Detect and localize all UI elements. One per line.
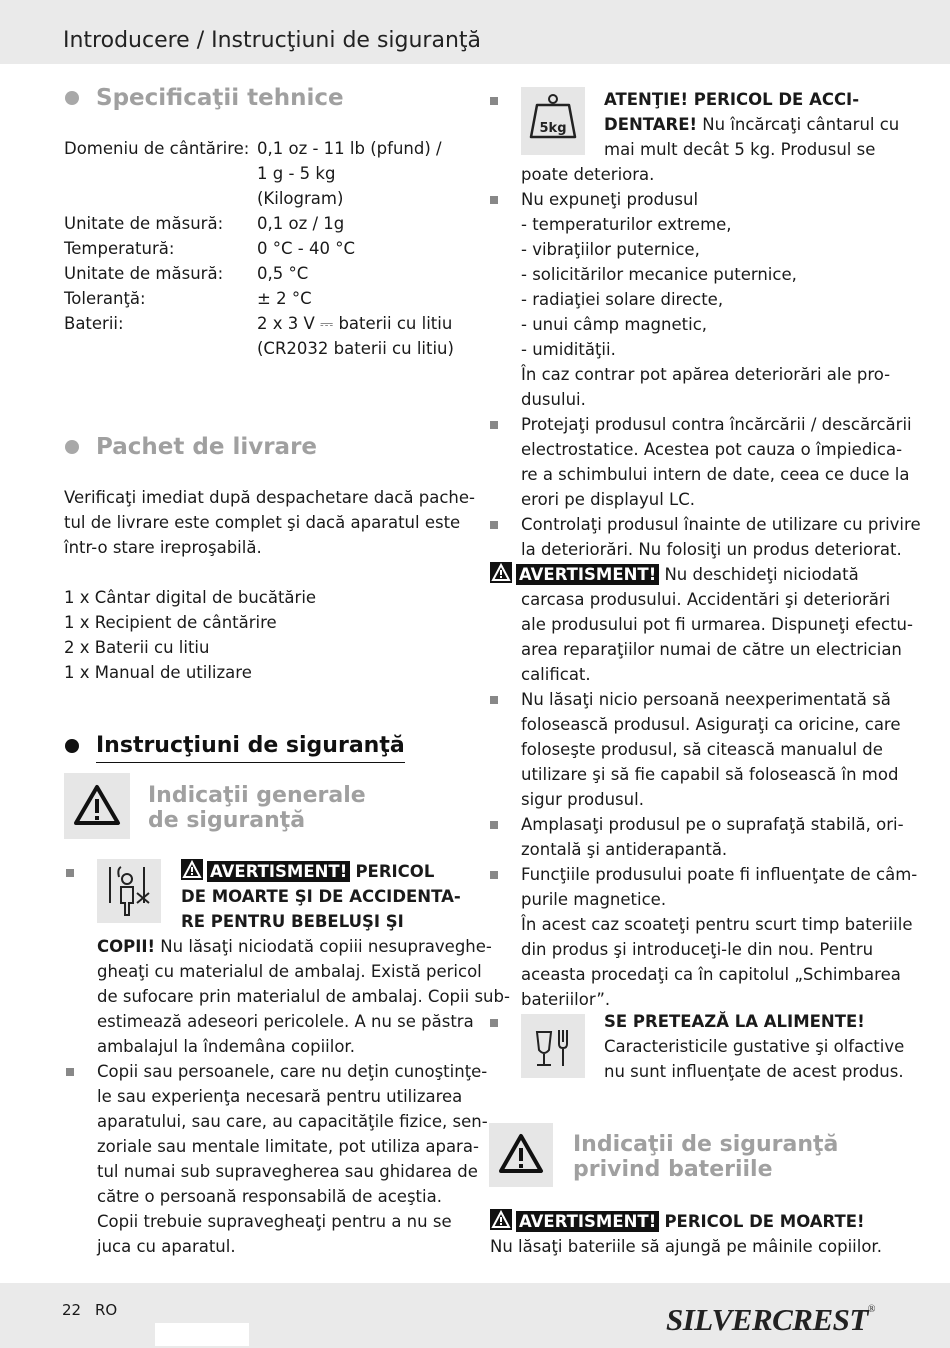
open-warning-line: area reparaţiilor numai de către un electrician [521,640,902,659]
language-code: RO [95,1301,118,1319]
warning-triangle-icon [489,1123,553,1187]
spec-row [64,186,464,211]
list-bullet [66,1068,74,1076]
expose-line: - temperaturilor extreme, [521,215,732,234]
warning-lead: COPII! [97,937,156,956]
warning-triangle-icon [490,1209,512,1230]
brand-name: SILVERCREST [666,1302,868,1337]
package-item: 1 x Recipient de cântărire [64,613,277,632]
spec-value: 0,1 oz - 11 lb (pfund) / [257,139,442,158]
load-warning-line [604,112,899,137]
inexperienced-line: foloseşte produsul, să citească manualul de [521,740,883,759]
list-bullet [490,871,498,879]
open-warning-line: carcasa produsului. Accidentări şi deteriorări [521,590,891,609]
food-safe-icon [521,1014,585,1078]
battery-safety-heading-line: privind bateriile [573,1157,773,1182]
electro-line: erori pe displayul LC. [521,490,695,509]
spec-row [64,161,464,186]
list-bullet [490,196,498,204]
spec-label: Temperatură: [64,239,175,258]
warning-label: AVERTISMENT! [516,564,659,585]
battery-warning-heading: PERICOL DE MOARTE! [664,1212,865,1231]
expose-line: - vibraţiilor puternice, [521,240,700,259]
spec-value: 2 x 3 V ⎓ baterii cu litiu [257,314,453,333]
spec-value: 0,1 oz / 1g [257,214,345,233]
load-warning-heading: DENTARE! [604,115,698,134]
registered-mark: ® [867,1304,875,1315]
children-warning-line: ambalajul la îndemâna copiilor. [97,1037,355,1056]
load-warning-heading: ATENŢIE! PERICOL DE ACCI- [604,90,860,109]
warning-label: AVERTISMENT! [207,861,350,882]
food-heading: SE PRETEAZĂ LA ALIMENTE! [604,1012,865,1031]
package-item: 1 x Cântar digital de bucătărie [64,588,317,607]
general-safety-heading-line: Indicaţii generale [148,783,366,808]
page-number: 22 [62,1301,82,1319]
spec-row [64,261,464,286]
warning-heading: RE PENTRU BEBELUŞI ŞI [181,912,404,931]
spec-value: (Kilogram) [257,189,344,208]
list-bullet [490,521,498,529]
spec-row [64,286,464,311]
persons-line: zoriale sau mentale limitate, pot utiliza apara- [97,1137,479,1156]
load-warning-text: Nu încărcaţi cântarul cu [697,115,900,134]
inexperienced-line: Nu lăsaţi nicio persoană neexperimentată să [521,690,891,709]
battery-warning-text: Nu lăsaţi bateriile să ajungă pe mâinile copiilor. [490,1237,882,1256]
expose-line: - unui câmp magnetic, [521,315,708,334]
magnetic-line: În acest caz scoateţi pentru scurt timp bateriile [521,915,913,934]
check-line: la deteriorări. Nu folosiţi un produs deteriorat. [521,540,902,559]
silvercrest-logo [666,1292,875,1338]
expose-line: Nu expuneţi produsul [521,190,699,209]
persons-line: Copii sau persoanele, care nu deţin cunoştinţe- [97,1062,488,1081]
spec-row [64,311,464,336]
placement-line: zontală şi antiderapantă. [521,840,728,859]
footer-strip [155,1323,249,1346]
expose-line: În caz contrar pot apărea deteriorări ale pro- [521,365,891,384]
inexperienced-line: sigur produsul. [521,790,644,809]
magnetic-line: Funcţiile produsului poate fi influenţate de câm- [521,865,918,884]
inexperienced-line: folosească produsul. Asiguraţi ca oricine, care [521,715,901,734]
load-warning-line: mai mult decât 5 kg. Produsul se [604,140,876,159]
expose-line: - radiaţiei solare directe, [521,290,724,309]
persons-line: le sau experienţa necesară pentru utilizarea [97,1087,463,1106]
page-title: Introducere / Instrucţiuni de siguranţă [63,28,481,53]
list-bullet [490,97,498,105]
package-intro-line: Verificaţi imediat după despachetare dacă pache- [64,488,475,507]
expose-line: - umidităţii. [521,340,616,359]
food-line: nu sunt influenţate de acest produs. [604,1062,904,1081]
placement-line: Amplasaţi produsul pe o suprafaţă stabilă, ori- [521,815,904,834]
list-bullet [490,821,498,829]
package-heading: Pachet de livrare [96,434,318,460]
list-bullet [66,869,74,877]
persons-line: către o persoană responsabilă de aceştia. [97,1187,442,1206]
warning-triangle-icon [181,859,203,880]
open-warning-line: ale produsului pot fi urmarea. Dispuneţi efectu- [521,615,913,634]
food-line: Caracteristicile gustative şi olfactive [604,1037,905,1056]
inexperienced-line: utilizare şi să fie capabil să folosească în mod [521,765,899,784]
magnetic-line: bateriilor”. [521,990,611,1009]
children-warning-line [181,859,434,884]
persons-line: Copii trebuie supravegheaţi pentru a nu se [97,1212,452,1231]
warning-triangle-icon [490,562,512,583]
package-item: 1 x Manual de utilizare [64,663,252,682]
spec-row [64,236,464,261]
warning-heading: PERICOL [355,862,435,881]
list-bullet [490,696,498,704]
spec-label: Toleranţă: [64,289,146,308]
general-safety-heading-line: de siguranţă [148,808,306,833]
open-warning-line: calificat. [521,665,591,684]
electro-line: electrostatice. Acestea pot cauza o împiedica- [521,440,903,459]
list-bullet [490,421,498,429]
magnetic-line: din produs şi introduceţi-le din nou. Pentru [521,940,874,959]
safety-heading: Instrucţiuni de siguranţă [96,732,405,763]
spec-heading: Specificaţii tehnice [96,85,344,111]
children-warning-line [97,934,492,959]
persons-line: juca cu aparatul. [97,1237,236,1256]
battery-safety-heading-line: Indicaţii de siguranţă [573,1132,839,1157]
battery-warning-line [490,1209,865,1234]
child-hazard-icon [97,859,161,923]
spec-label: Baterii: [64,314,124,333]
open-warning-line [490,562,859,587]
children-warning-line: de sufocare prin materialul de ambalaj. Copii sub- [97,987,510,1006]
weight-5kg-icon [521,87,585,155]
list-bullet [490,1019,498,1027]
package-intro-line: tul de livrare este complet şi dacă aparatul este [64,513,461,532]
warning-label: AVERTISMENT! [516,1211,659,1232]
electro-line: re a schimbului intern de date, ceea ce duce la [521,465,910,484]
persons-line: tul numai sub supravegherea sau ghidarea de [97,1162,478,1181]
package-item: 2 x Baterii cu litiu [64,638,210,657]
spec-value: ± 2 °C [257,289,312,308]
warning-heading: DE MOARTE ŞI DE ACCIDENTA- [181,887,461,906]
warning-triangle-icon [64,773,130,839]
open-warning-text: Nu deschideţi niciodată [659,565,859,584]
spec-label: Unitate de măsură: [64,214,224,233]
spec-row [64,211,464,236]
expose-line: dusului. [521,390,586,409]
magnetic-line: aceasta procedaţi ca în capitolul „Schimbarea [521,965,901,984]
spec-row [64,336,464,361]
spec-value: 0 °C - 40 °C [257,239,355,258]
spec-value: 0,5 °C [257,264,309,283]
persons-line: aparatului, sau care, au capacităţile fizice, sen- [97,1112,488,1131]
spec-row [64,136,464,161]
expose-line: - solicitărilor mecanice puternice, [521,265,797,284]
magnetic-line: purile magnetice. [521,890,667,909]
spec-label: Domeniu de cântărire: [64,139,250,158]
electro-line: Protejaţi produsul contra încărcării / descărcării [521,415,912,434]
children-warning-line: estimează adeseori pericolele. A nu se păstra [97,1012,474,1031]
load-warning-line: poate deteriora. [521,165,655,184]
children-warning-line: gheaţi cu materialul de ambalaj. Există pericol [97,962,482,981]
warning-text: Nu lăsaţi niciodată copiii nesupraveghe- [155,937,492,956]
check-line: Controlaţi produsul înainte de utilizare cu privire [521,515,921,534]
section-bullet [65,91,79,105]
package-intro-line: într-o stare ireproşabilă. [64,538,262,557]
section-bullet [65,440,79,454]
spec-label: Unitate de măsură: [64,264,224,283]
spec-value: (CR2032 baterii cu litiu) [257,339,454,358]
spec-value: 1 g - 5 kg [257,164,336,183]
weight-icon-label: 5kg [539,121,567,136]
section-bullet [65,739,79,753]
